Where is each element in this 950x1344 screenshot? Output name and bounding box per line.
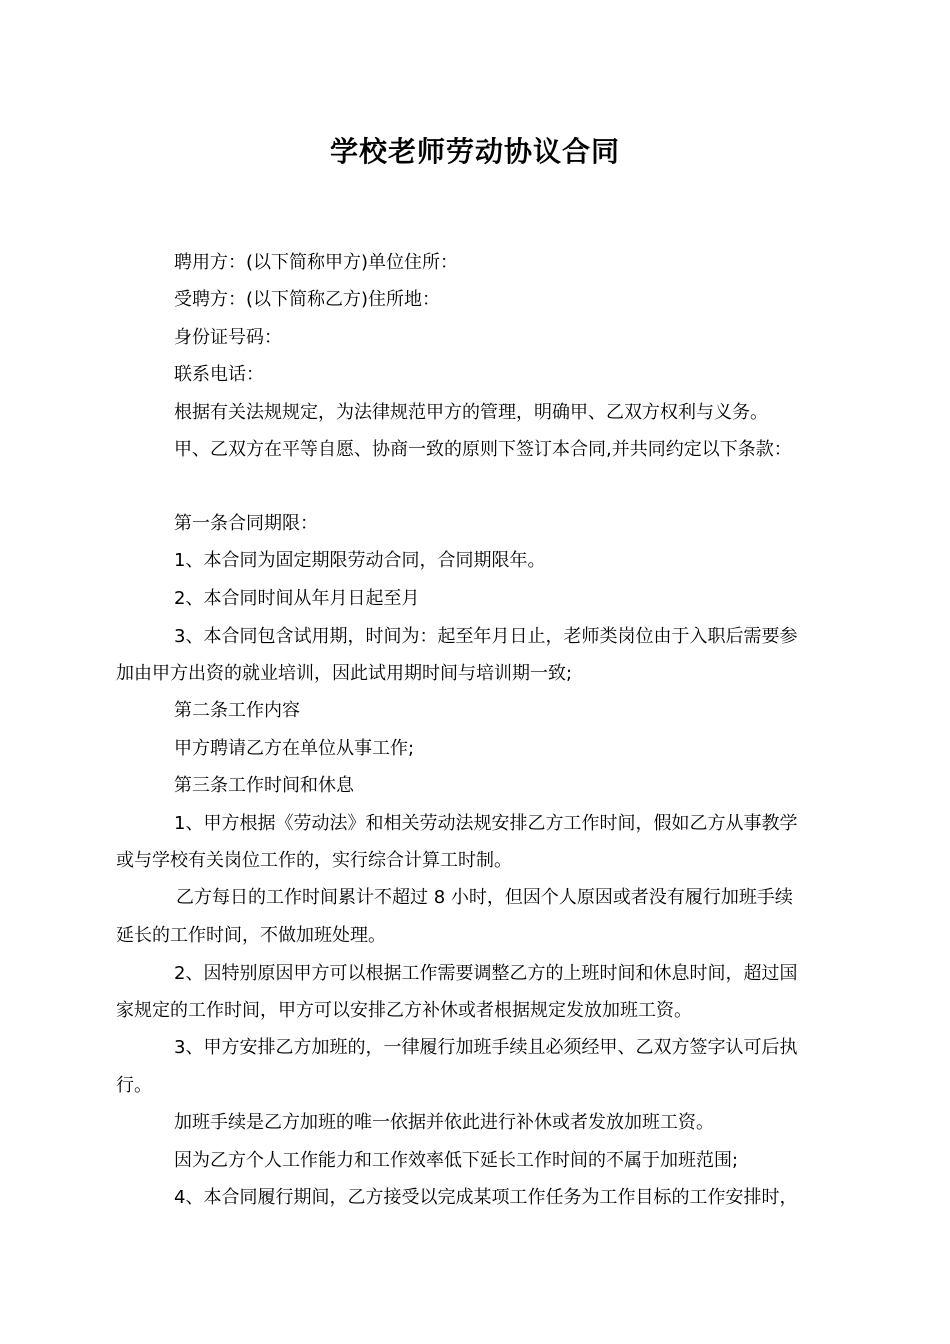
employee-line: 受聘方：(以下简称乙方)住所地：: [174, 289, 441, 310]
clause-3-2-cont: 家规定的工作时间，甲方可以安排乙方补休或者根据规定发放加班工资。: [116, 1000, 692, 1021]
clause-3-3-para-2: 因为乙方个人工作能力和工作效率低下延长工作时间的不属于加班范围;: [174, 1150, 739, 1171]
clause-3-1-para: 乙方每日的工作时间累计不超过 8 小时，但因个人原因或者没有履行加班手续: [176, 887, 793, 908]
clause-1-3-cont: 加由甲方出资的就业培训，因此试用期时间与培训期一致;: [116, 663, 573, 684]
preamble-line-1: 根据有关法规规定，为法律规范甲方的管理，明确甲、乙双方权利与义务。: [174, 402, 768, 423]
clause-1-1: 1、本合同为固定期限劳动合同，合同期限年。: [174, 550, 546, 571]
clause-3-4: 4、本合同履行期间，乙方接受以完成某项工作任务为工作目标的工作安排时，: [174, 1187, 798, 1208]
clause-3-3-cont: 行。: [116, 1075, 152, 1096]
document-title: 学校老师劳动协议合同: [329, 135, 620, 168]
clause-2-1: 甲方聘请乙方在单位从事工作;: [174, 738, 415, 759]
clause-3-2: 2、因特别原因甲方可以根据工作需要调整乙方的上班时间和休息时间，超过国: [174, 963, 798, 984]
article-1-heading: 第一条合同期限：: [174, 513, 318, 534]
id-number-line: 身份证号码：: [174, 327, 282, 348]
article-3-heading: 第三条工作时间和休息: [174, 775, 354, 796]
clause-1-3: 3、本合同包含试用期，时间为：起至年月日止，老师类岗位由于入职后需要参: [174, 626, 798, 647]
phone-line: 联系电话：: [174, 364, 264, 385]
clause-1-2: 2、本合同时间从年月日起至月: [174, 588, 420, 609]
clause-3-1: 1、甲方根据《劳动法》和相关劳动法规安排乙方工作时间，假如乙方从事教学: [174, 813, 798, 834]
clause-3-1-para-cont: 延长的工作时间，不做加班处理。: [116, 925, 386, 946]
clause-3-3: 3、甲方安排乙方加班的，一律履行加班手续且必须经甲、乙双方签字认可后执: [174, 1037, 798, 1058]
clause-3-1-cont: 或与学校有关岗位工作的，实行综合计算工时制。: [116, 850, 512, 871]
clause-3-3-para-1: 加班手续是乙方加班的唯一依据并依此进行补休或者发放加班工资。: [174, 1112, 714, 1133]
employer-line: 聘用方：(以下简称甲方)单位住所：: [174, 252, 459, 273]
preamble-line-2: 甲、乙双方在平等自愿、协商一致的原则下签订本合同,并共同约定以下条款：: [174, 439, 792, 460]
article-2-heading: 第二条工作内容: [174, 700, 300, 721]
